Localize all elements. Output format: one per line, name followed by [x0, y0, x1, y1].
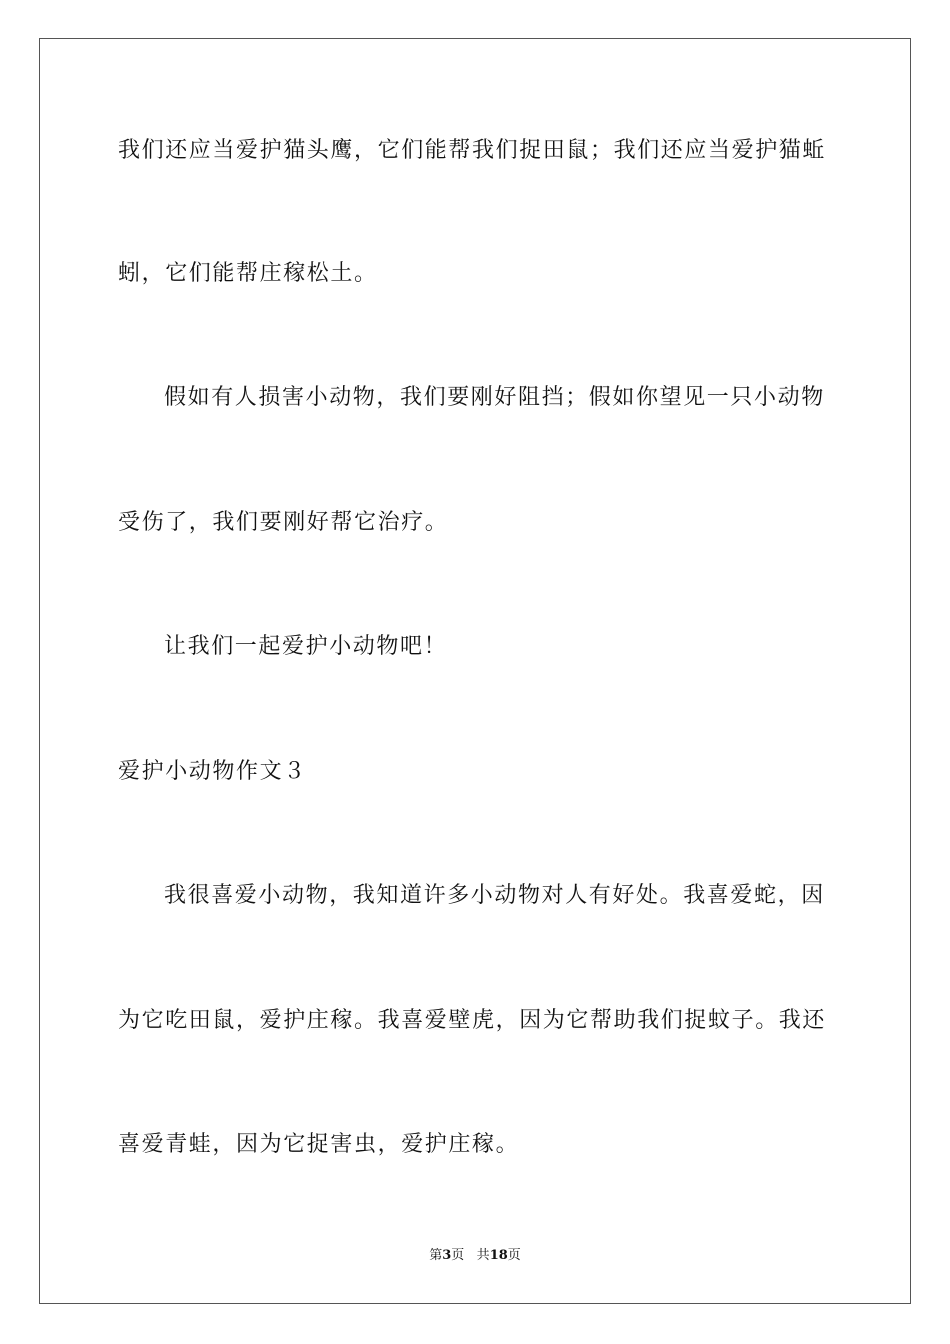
footer-total-suffix: 页: [507, 1248, 521, 1263]
footer-page-number: 3: [442, 1248, 452, 1263]
section-heading: 爱护小动物作文３: [118, 759, 307, 784]
footer-total-prefix: 共: [476, 1248, 490, 1263]
paragraph-line-7: 我很喜爱小动物，我知道许多小动物对人有好处。我喜爱蛇，因: [164, 883, 825, 908]
footer-page-suffix: 页: [451, 1248, 465, 1263]
paragraph-line-4: 受伤了，我们要刚好帮它治疗。: [118, 510, 449, 535]
paragraph-line-9: 喜爱青蛙，因为它捉害虫，爱护庄稼。: [118, 1132, 520, 1157]
paragraph-line-3: 假如有人损害小动物，我们要刚好阻挡；假如你望见一只小动物: [164, 385, 825, 410]
page-footer: [0, 1246, 950, 1266]
footer-total-pages: 18: [489, 1248, 508, 1263]
footer-page-prefix: 第: [429, 1248, 443, 1263]
paragraph-line-2: 蚓，它们能帮庄稼松土。: [118, 261, 378, 286]
paragraph-line-1: 我们还应当爱护猫头鹰，它们能帮我们捉田鼠；我们还应当爱护猫蚯: [118, 138, 827, 163]
paragraph-line-8: 为它吃田鼠，爱护庄稼。我喜爱壁虎，因为它帮助我们捉蚊子。我还: [118, 1008, 827, 1033]
paragraph-line-5: 让我们一起爱护小动物吧！: [164, 634, 448, 659]
page-border: [39, 38, 911, 1304]
